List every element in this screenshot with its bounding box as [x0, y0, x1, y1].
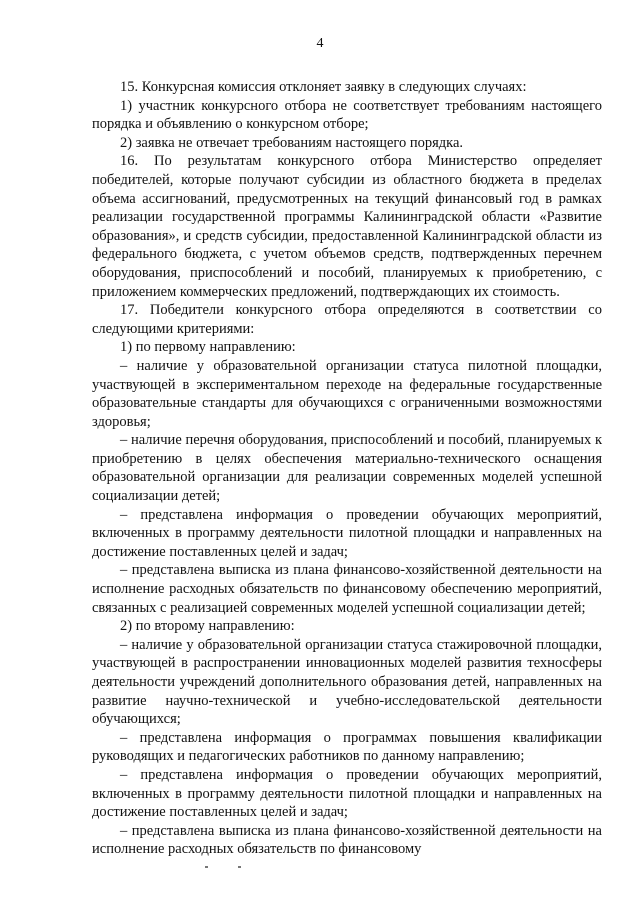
direction-1-criterion-4: – представлена выписка из плана финансово-хозяйственной деятельности на исполнение расходных обязательств по финансовому обеспечению мероприятий, связанных с реализацией современных моделей успешной социализации детей; [92, 562, 602, 616]
direction-2-criterion-1: – наличие у образовательной организации статуса стажировочной площадки, участвующей в распространении инновационных моделей развития техносферы деятельности учреждений дополнительного образования детей, направленных на развитие научно-технической и учебно-исследовательской деятельности обучающихся; [92, 636, 602, 728]
direction-1-criterion-2: – наличие перечня оборудования, приспособлений и пособий, планируемых к приобретению в целях обеспечения материально-технического оснащения образовательной организации для реализации современных моделей успешной социализации детей; [92, 432, 602, 505]
direction-1-criterion-3: – представлена информация о проведении обучающих мероприятий, включенных в программу деятельности пилотной площадки и направленных на достижение поставленных целей и задач; [92, 506, 602, 560]
page-number: 4 [316, 36, 324, 51]
document-body [92, 78, 602, 859]
paragraph-15-item-1: 1) участник конкурсного отбора не соответствует требованиям настоящего порядка и объявлению о конкурсном отборе; [92, 97, 602, 133]
paragraph-16: 16. По результатам конкурсного отбора Министерство определяет победителей, которые получают субсидии из областного бюджета в пределах объема ассигнований, предусмотренных на текущий финансовый год в рамках реализации государственной программы Калининградской области «Развитие образования», и средств субсидии, предоставленной Калининградской области из федерального бюджета, с учетом объемов средств, подтвержденных перечнем оборудования, приспособлений и пособий, планируемых к приобретению, с приложением коммерческих предложений, подтверждающих их стоимость. [92, 153, 602, 300]
direction-2-criterion-2: – представлена информация о программах повышения квалификации руководящих и педагогических работников по данному направлению; [92, 729, 602, 765]
paragraph-15: 15. Конкурсная комиссия отклоняет заявку в следующих случаях: [120, 79, 527, 95]
scan-speck [238, 866, 241, 868]
scan-speck [205, 866, 208, 868]
paragraph-15-item-2: 2) заявка не отвечает требованиям настоящего порядка. [120, 134, 464, 151]
paragraph-17: 17. Победители конкурсного отбора определяются в соответствии со следующими критериями: [92, 302, 602, 337]
direction-1-criterion-1: – наличие у образовательной организации статуса пилотной площадки, участвующей в экспериментальном переходе на федеральные государственные образовательные стандарты для обучающихся с ограниченными возможностями здоровья; [92, 357, 602, 430]
direction-1-heading: 1) по первому направлению: [120, 339, 296, 356]
direction-2-criterion-3: – представлена информация о проведении обучающих мероприятий, включенных в программу деятельности пилотной площадки и направленных на достижение поставленных целей и задач; [92, 766, 602, 821]
direction-2-heading: 2) по второму направлению: [120, 618, 295, 635]
direction-2-criterion-4: – представлена выписка из плана финансово-хозяйственной деятельности на исполнение расходных обязательств по финансовому [92, 822, 602, 858]
